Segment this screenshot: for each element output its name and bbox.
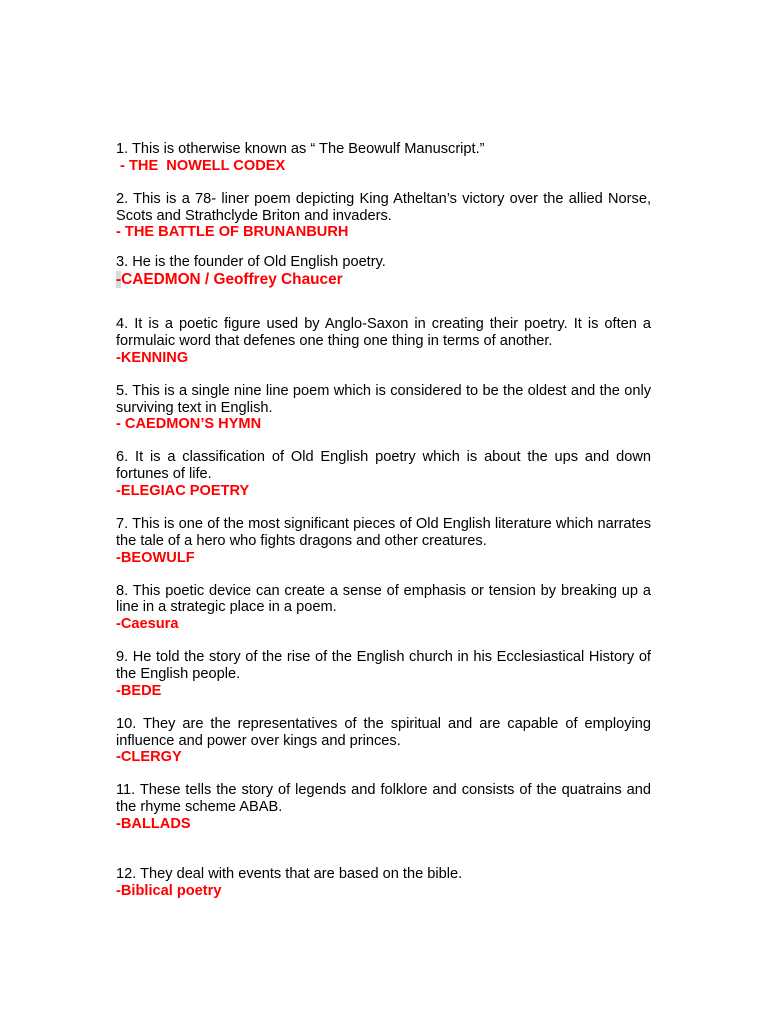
answer-prefix: - (116, 815, 121, 832)
answer-value: Caesura (120, 616, 179, 633)
question-item-2 (116, 191, 651, 242)
question-text: 6. It is a classification of Old English poetry which is about the ups and down fortunes of life. (116, 449, 651, 483)
question-text: 3. He is the founder of Old English poetry. (116, 254, 386, 271)
question-text: 2. This is a 78- liner poem depicting King Atheltan’s victory over the allied Norse, Scots and Strathclyde Briton and invaders. (116, 190, 651, 224)
question-item-5 (116, 383, 651, 434)
answer-text (116, 683, 651, 700)
question-item-12 (116, 866, 651, 900)
question-text: 1. This is otherwise known as “ The Beowulf Manuscript.” (116, 141, 485, 157)
answer-value: BEDE (120, 682, 162, 699)
answer-prefix: - (116, 224, 125, 241)
question-item-7 (116, 516, 651, 567)
question-item-6 (116, 449, 651, 500)
answer-prefix: - (116, 682, 121, 699)
answer-value: ELEGIAC POETRY (120, 482, 250, 499)
question-item-3 (116, 254, 651, 289)
document-page (116, 141, 651, 900)
answer-prefix: - (116, 482, 121, 499)
answer-prefix: - (116, 616, 121, 633)
answer-prefix: - (116, 749, 121, 766)
answer-prefix: - (116, 882, 121, 899)
question-text: 12. They deal with events that are based on the bible. (116, 865, 463, 882)
question-item-11 (116, 782, 651, 833)
question-text: 9. He told the story of the rise of the English church in his Ecclesiastical History of the English people. (116, 649, 651, 682)
question-item-1 (116, 141, 651, 175)
answer-value: CAEDMON / Geoffrey Chaucer (121, 271, 343, 289)
answer-value: THE BATTLE OF BRUNANBURH (124, 224, 349, 241)
question-item-9 (116, 649, 651, 700)
answer-text (116, 616, 651, 633)
answer-value: CAEDMON’S HYMN (124, 416, 262, 433)
answer-text (116, 416, 651, 433)
question-item-8 (116, 583, 651, 634)
question-item-4 (116, 316, 651, 367)
answer-text (116, 271, 651, 289)
answer-value: BEOWULF (120, 549, 195, 566)
question-text: 8. This poetic device can create a sense of emphasis or tension by breaking up a line in a strategic place in a poem. (116, 582, 651, 616)
question-item-10 (116, 716, 651, 767)
answer-value: CLERGY (120, 749, 182, 766)
answer-text (116, 749, 651, 766)
question-text: 11. These tells the story of legends and folklore and consists of the quatrains and the rhyme scheme ABAB. (116, 782, 651, 816)
question-text: 4. It is a poetic figure used by Anglo-Saxon in creating their poetry. It is often a formulaic word that defenes one thing one thing in terms of another. (116, 316, 651, 349)
answer-prefix: - (116, 416, 125, 433)
answer-prefix: - (116, 157, 129, 174)
question-text: 5. This is a single nine line poem which is considered to be the oldest and the only surviving text in English. (116, 382, 651, 416)
answer-text (116, 883, 651, 900)
answer-text (116, 816, 651, 833)
answer-prefix: - (116, 349, 121, 366)
answer-text (116, 350, 651, 367)
answer-text (116, 224, 651, 241)
answer-text (116, 483, 651, 500)
question-text: 7. This is one of the most significant pieces of Old English literature which narrates the tale of a hero who fights dragons and other creatures. (116, 515, 651, 549)
answer-value: BALLADS (120, 815, 191, 832)
answer-value: THE NOWELL CODEX (128, 157, 286, 174)
answer-value: KENNING (120, 349, 189, 366)
question-text: 10. They are the representatives of the spiritual and are capable of employing influence and power over kings and princes. (116, 715, 651, 749)
answer-text (116, 550, 651, 567)
answer-text (116, 158, 651, 175)
answer-value: Biblical poetry (120, 882, 222, 899)
answer-prefix: - (116, 271, 122, 289)
answer-prefix: - (116, 549, 121, 566)
